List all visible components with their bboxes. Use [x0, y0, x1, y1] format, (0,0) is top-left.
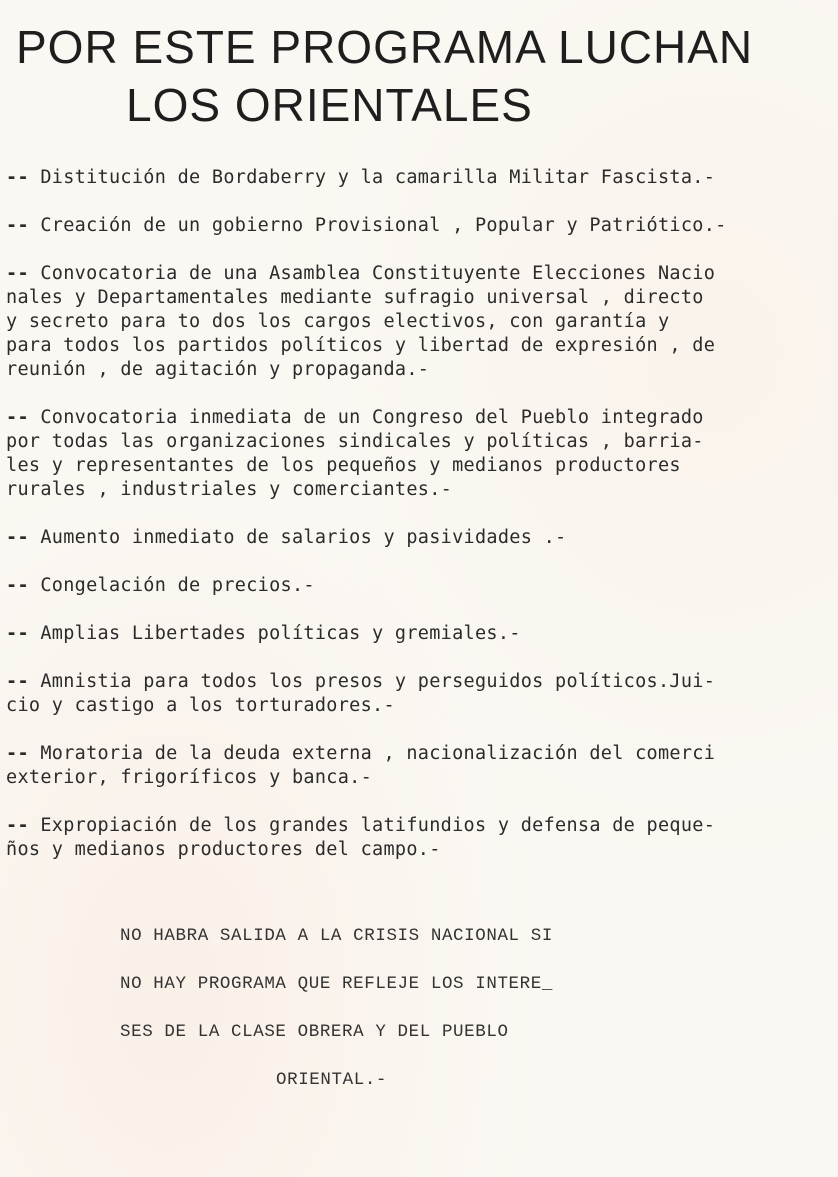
item-text: Convocatoria inmediata de un Congreso del Pueblo integrado por todas las organizaciones sindicales y políticas , barria- les y representantes de los pequeños y medianos productores rurales , industriales y comerciantes.-	[6, 407, 704, 500]
item-dash: --	[6, 407, 29, 428]
item-text: Moratoria de la deuda externa , nacionalización del comerci exterior, frigoríficos y banca.-	[6, 743, 716, 788]
closing-statement	[120, 912, 760, 1104]
program-list	[6, 166, 826, 886]
item-text: Aumento inmediato de salarios y pasividades .-	[28, 527, 567, 548]
item-dash: --	[6, 623, 29, 644]
item-dash: --	[6, 263, 29, 284]
program-item	[6, 622, 826, 646]
title-line-2: LOS ORIENTALES	[126, 79, 533, 131]
item-dash: --	[6, 527, 29, 548]
item-text: Creación de un gobierno Provisional , Popular y Patriótico.-	[28, 215, 727, 236]
item-text: Distitución de Bordaberry y la camarilla Militar Fascista.-	[28, 167, 716, 188]
program-item	[6, 214, 826, 238]
program-item	[6, 526, 826, 550]
item-dash: --	[6, 815, 29, 836]
program-item	[6, 166, 826, 190]
item-dash: --	[6, 743, 29, 764]
program-item	[6, 814, 826, 862]
item-dash: --	[6, 167, 29, 188]
closing-line-4: ORIENTAL.-	[276, 1070, 388, 1090]
program-item	[6, 262, 826, 382]
item-text: Congelación de precios.-	[28, 575, 315, 596]
document-title	[16, 18, 816, 134]
item-dash: --	[6, 671, 29, 692]
program-item	[6, 574, 826, 598]
item-text: Amnistia para todos los presos y perseguidos políticos.Jui- cio y castigo a los torturadores.-	[6, 671, 716, 716]
item-text: Expropiación de los grandes latifundios y defensa de peque- ños y medianos productores del campo.-	[6, 815, 716, 860]
item-dash: --	[6, 215, 29, 236]
title-line-1: POR ESTE PROGRAMA LUCHAN	[16, 21, 754, 73]
closing-line-3: SES DE LA CLASE OBRERA Y DEL PUEBLO	[120, 1022, 509, 1042]
item-text: Convocatoria de una Asamblea Constituyente Elecciones Nacio nales y Departamentales mediante sufragio universal , directo y secreto para to dos los cargos electivos, con garantía y para todos los partidos políticos y libertad de expresión , de reunión , de agitación y propaganda.-	[6, 263, 716, 380]
closing-line-2: NO HAY PROGRAMA QUE REFLEJE LOS INTERE_	[120, 974, 553, 994]
item-dash: --	[6, 575, 29, 596]
item-text: Amplias Libertades políticas y gremiales.-	[28, 623, 521, 644]
closing-line-1: NO HABRA SALIDA A LA CRISIS NACIONAL SI	[120, 926, 553, 946]
program-item	[6, 406, 826, 502]
program-item	[6, 742, 826, 790]
program-item	[6, 670, 826, 718]
